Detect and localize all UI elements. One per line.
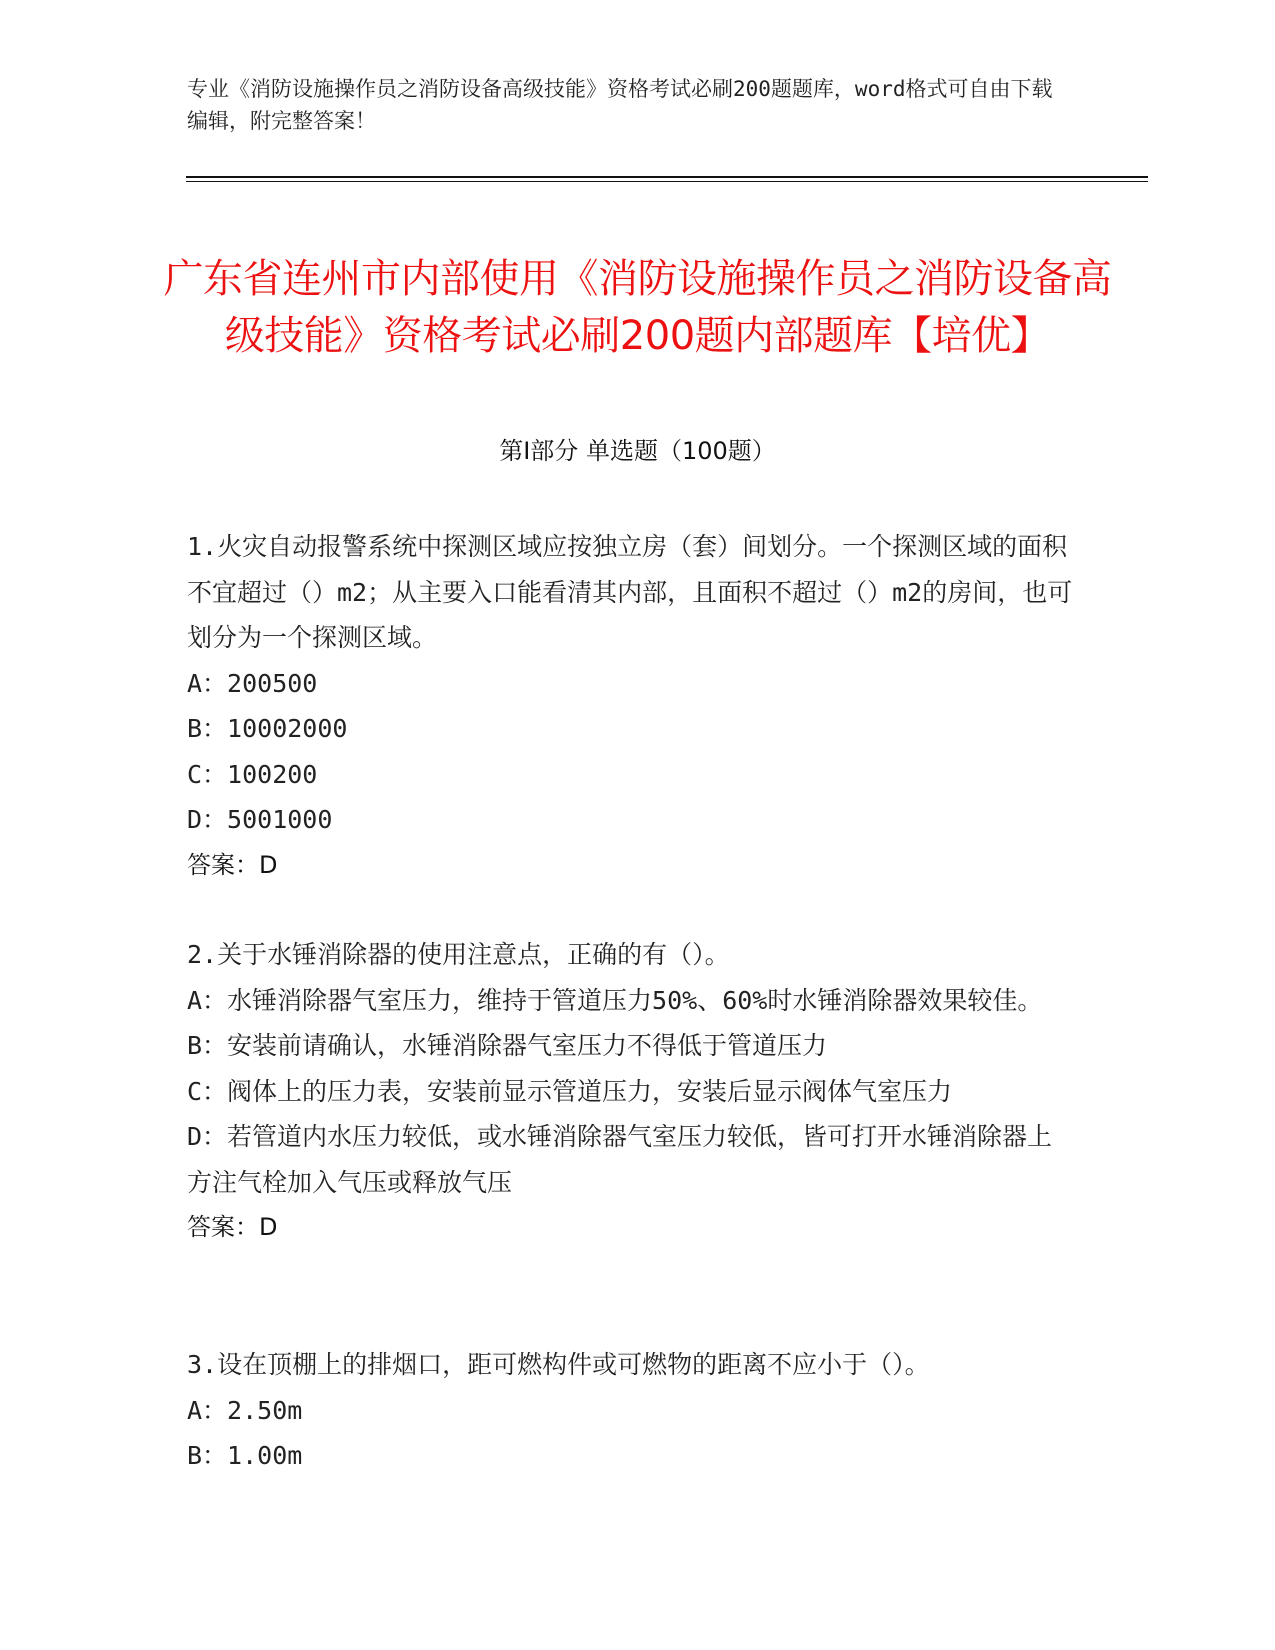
option-d: D：5001000 bbox=[187, 805, 333, 834]
header-note: 专业《消防设施操作员之消防设备高级技能》资格考试必刷200题题库，word格式可自由下载编辑，附完整答案！ bbox=[187, 77, 1053, 133]
question-stem: 1.火灾自动报警系统中探测区域应按独立房（套）间划分。一个探测区域的面积不宜超过（）m2；从主要入口能看清其内部，且面积不超过（）m2的房间，也可划分为一个探测区域。 bbox=[187, 532, 1073, 652]
answer: 答案：D bbox=[187, 850, 278, 879]
option-a: A：200500 bbox=[187, 668, 318, 698]
header-divider-thick bbox=[186, 176, 1148, 178]
header-divider-thin bbox=[186, 181, 1148, 182]
option-a: A：2.50m bbox=[187, 1395, 303, 1425]
question-stem: 2.关于水锤消除器的使用注意点，正确的有（）。 bbox=[187, 940, 730, 969]
document-title: 广东省连州市内部使用《消防设施操作员之消防设备高级技能》资格考试必刷200题内部题库【培优】 bbox=[163, 255, 1112, 359]
question-3 bbox=[187, 1342, 1077, 1479]
option-b: B：1.00m bbox=[187, 1441, 303, 1470]
option-b: B：安装前请确认，水锤消除器气室压力不得低于管道压力 bbox=[187, 1031, 828, 1060]
section-title: 第Ⅰ部分 单选题（100题） bbox=[499, 437, 776, 465]
answer: 答案：D bbox=[187, 1213, 278, 1241]
question-2 bbox=[187, 932, 1077, 1251]
option-c: C：阀体上的压力表，安装前显示管道压力，安装后显示阀体气室压力 bbox=[187, 1076, 953, 1106]
option-d: D：若管道内水压力较低，或水锤消除器气室压力较低，皆可打开水锤消除器上方注气栓加入气压或释放气压 bbox=[187, 1122, 1053, 1197]
option-b: B：10002000 bbox=[187, 714, 348, 743]
option-c: C：100200 bbox=[187, 759, 318, 789]
option-a: A：水锤消除器气室压力，维持于管道压力50%、60%时水锤消除器效果较佳。 bbox=[187, 985, 1043, 1015]
question-1 bbox=[187, 524, 1077, 888]
question-stem: 3.设在顶棚上的排烟口，距可燃构件或可燃物的距离不应小于（）。 bbox=[187, 1350, 930, 1379]
